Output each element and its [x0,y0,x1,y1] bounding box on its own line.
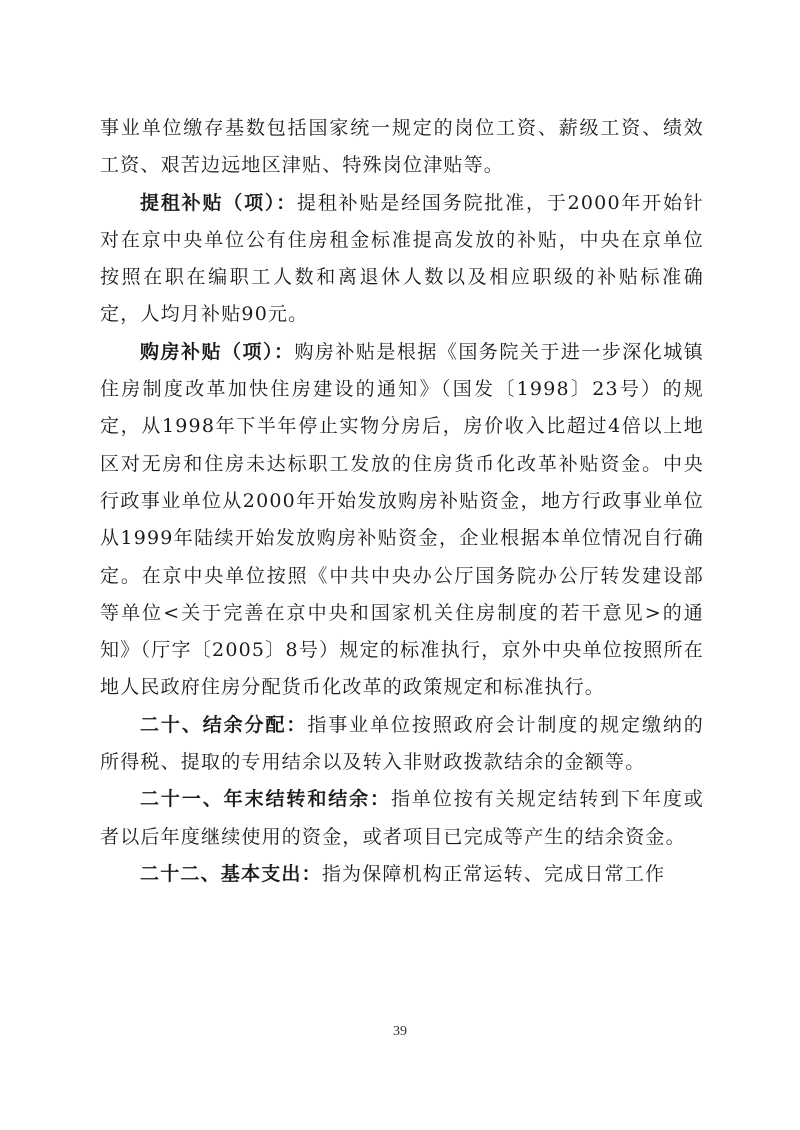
paragraph-rent-subsidy [100,185,704,334]
paragraph-text: 指单位按有关规定结转到下年度或者以后年度继续使用的资金，或者项目已完成等产生的结余资金。 [100,788,704,848]
paragraph-text: 事业单位缴存基数包括国家统一规定的岗位工资、薪级工资、绩效工资、艰苦边远地区津贴、特殊岗位津贴等。 [100,117,704,177]
paragraph-text: 购房补贴是根据《国务院关于进一步深化城镇住房制度改革加快住房建设的通知》（国发〔1998〕23号）的规定，从1998年下半年停止实物分房后，房价收入比超过4倍以上地区对无房和住房未达标职工发放的住房货币化改革补贴资金。中央行政事业单位从2000年开始发放购房补贴资金，地方行政事业单位从1999年陆续开始发放购房补贴资金，企业根据本单位情况自行确定。在京中央单位按照《中共中央办公厅国务院办公厅转发建设部等单位<关于完善在京中央和国家机关住房制度的若干意见>的通知》（厅字〔2005〕8号）规定的标准执行，京外中央单位按照所在地人民政府住房分配货币化改革的政策规定和标准执行。 [100,340,704,699]
paragraph-housing-subsidy [100,334,704,707]
term-rent-subsidy: 提租补贴（项）： [140,191,298,214]
paragraph-contribution-base [100,110,704,185]
term-basic-expenditure: 二十二、基本支出： [140,862,322,885]
paragraph-text: 提租补贴是经国务院批准，于2000年开始针对在京中央单位公有住房租金标准提高发放的补贴，中央在京单位按照在职在编职工人数和离退休人数以及相应职级的补贴标准确定，人均月补贴90元。 [100,191,704,326]
paragraph-year-end-carryover [100,781,704,856]
paragraph-text: 指事业单位按照政府会计制度的规定缴纳的所得税、提取的专用结余以及转入非财政拨款结余的金额等。 [100,713,704,774]
term-year-end-carryover: 二十一、年末结转和结余： [140,788,391,811]
paragraph-text: 指为保障机构正常运转、完成日常工作 [321,862,666,885]
paragraph-basic-expenditure [100,856,704,893]
body-text [100,110,704,893]
term-housing-subsidy: 购房补贴（项）： [140,340,295,363]
term-surplus-distribution: 二十、结余分配： [140,713,308,736]
paragraph-surplus-distribution [100,707,704,782]
page-number: 39 [393,1024,407,1039]
